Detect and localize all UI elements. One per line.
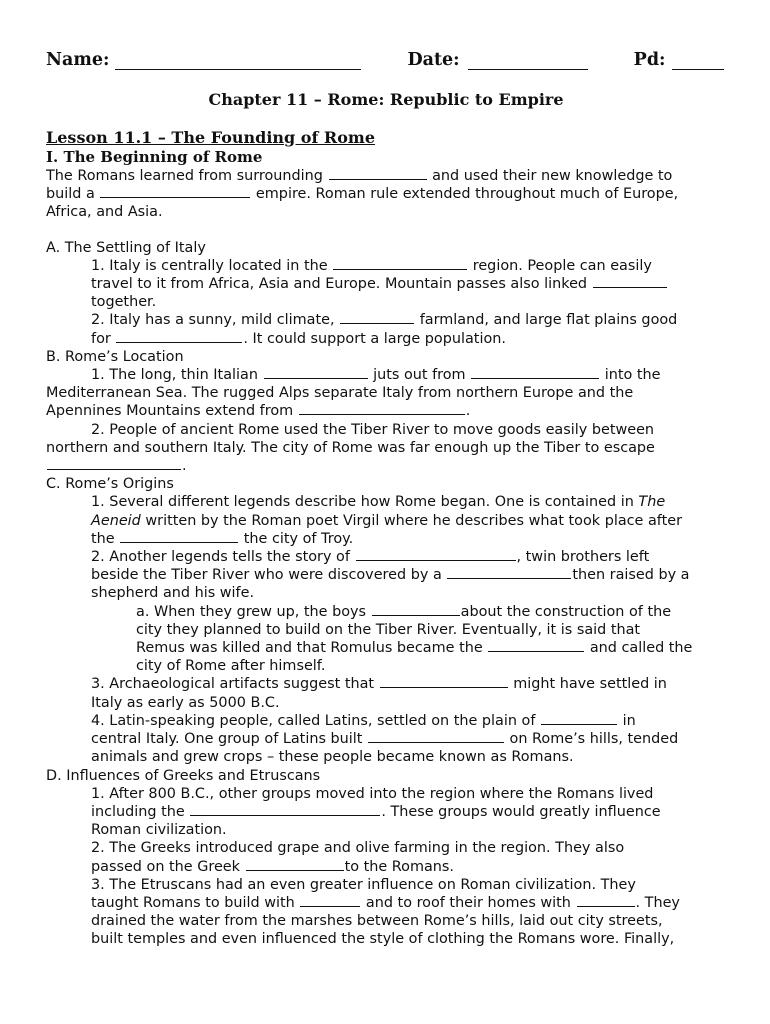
line [46, 512, 726, 530]
line [46, 185, 726, 203]
fill-blank[interactable] [100, 185, 250, 198]
text-segment: farmland, and large flat plains good [415, 312, 678, 329]
text-segment: 2. Another legends tells the story of [91, 549, 355, 566]
text-segment: . It could support a large population. [243, 330, 506, 347]
line: drained the water from the marshes between Rome’s hills, laid out city streets, [91, 913, 663, 930]
section-heading: I. The Beginning of Rome [46, 148, 263, 166]
date-blank[interactable] [468, 53, 588, 70]
fill-blank[interactable] [368, 730, 504, 743]
text-segment: travel to it from Africa, Asia and Europe. Mountain passes also linked [91, 276, 592, 293]
fill-blank[interactable] [116, 330, 242, 343]
line: Mediterranean Sea. The rugged Alps separate Italy from northern Europe and the [46, 385, 634, 402]
text-segment: Aeneid [91, 512, 141, 529]
fill-blank[interactable] [488, 639, 584, 652]
line [46, 803, 726, 821]
text-segment: for [91, 330, 116, 347]
text-segment: 4. Latin-speaking people, called Latins, settled on the plain of [91, 712, 540, 729]
line: built temples and even influenced the style of clothing the Romans wore. Finally, [91, 931, 675, 948]
line [46, 366, 726, 384]
text-segment: written by the Roman poet Virgil where he describes what took place after [140, 512, 683, 529]
fill-blank[interactable] [340, 311, 414, 324]
line [46, 457, 726, 475]
name-label: Name: [46, 50, 110, 70]
text-segment: The [638, 494, 666, 511]
subsection-heading: D. Influences of Greeks and Etruscans [46, 767, 321, 784]
line [46, 639, 726, 657]
text-segment: to the Romans. [344, 858, 454, 875]
text-segment: 1. Italy is centrally located in the [91, 257, 333, 274]
line: Italy as early as 5000 B.C. [91, 694, 280, 711]
date-field [407, 50, 587, 70]
line: 3. The Etruscans had an even greater influence on Roman civilization. They [91, 876, 636, 893]
fill-blank[interactable] [447, 566, 571, 579]
text-segment: . [182, 458, 187, 475]
line: city of Rome after himself. [136, 658, 326, 675]
text-segment: the city of Troy. [239, 530, 354, 547]
text-segment: including the [91, 803, 190, 820]
text-segment: 2. Italy has a sunny, mild climate, [91, 312, 340, 329]
text-segment: beside the Tiber River who were discovered by a [91, 567, 447, 584]
fill-blank[interactable] [329, 167, 427, 180]
line: 1. After 800 B.C., other groups moved into the region where the Romans lived [91, 785, 654, 802]
line [46, 402, 726, 420]
text-segment: might have settled in [508, 676, 667, 693]
fill-blank[interactable] [246, 858, 344, 871]
line [46, 548, 726, 566]
text-segment: the [91, 530, 120, 547]
text-segment: empire. Roman rule extended throughout much of Europe, [251, 186, 679, 203]
text-segment: passed on the Greek [91, 858, 245, 875]
line [46, 894, 726, 912]
name-field [46, 50, 361, 70]
line [46, 530, 726, 548]
fill-blank[interactable] [120, 530, 238, 543]
line [46, 603, 726, 621]
fill-blank[interactable] [593, 275, 667, 288]
period-blank[interactable] [672, 53, 724, 70]
worksheet-body [46, 167, 726, 949]
text-segment: central Italy. One group of Latins built [91, 731, 367, 748]
period-label: Pd: [633, 50, 666, 70]
fill-blank[interactable] [356, 548, 516, 561]
text-segment: . They [635, 894, 680, 911]
line [46, 493, 726, 511]
text-segment: a. When they grew up, the boys [136, 603, 371, 620]
fill-blank[interactable] [264, 366, 368, 379]
text-segment: 3. Archaeological artifacts suggest that [91, 676, 379, 693]
line [46, 858, 726, 876]
line: city they planned to build on the Tiber River. Eventually, it is said that [136, 621, 641, 638]
line [46, 275, 726, 293]
text-segment: then raised by a [572, 567, 690, 584]
text-segment: . [465, 403, 471, 420]
line [46, 330, 726, 348]
text-segment: . These groups would greatly influence [381, 803, 661, 820]
fill-blank[interactable] [380, 675, 508, 688]
line: Roman civilization. [91, 822, 227, 839]
line: northern and southern Italy. The city of Rome was far enough up the Tiber to escape [46, 439, 655, 456]
text-segment: The Romans learned from surrounding [46, 168, 328, 184]
fill-blank[interactable] [372, 603, 460, 616]
text-segment: into the [600, 367, 661, 384]
text-segment: Remus was killed and that Romulus became the [136, 640, 488, 657]
fill-blank[interactable] [299, 402, 465, 415]
worksheet-page [46, 44, 726, 949]
line: shepherd and his wife. [91, 585, 255, 602]
text-segment: and to roof their homes with [361, 894, 576, 911]
fill-blank[interactable] [471, 366, 599, 379]
lesson-heading: Lesson 11.1 – The Founding of Rome [46, 128, 375, 147]
line [46, 167, 726, 185]
text-segment: about the construction of the [460, 603, 672, 620]
text-segment: and called the [585, 640, 693, 657]
line [46, 566, 726, 584]
subsection-heading: B. Rome’s Location [46, 348, 184, 365]
line: Africa, and Asia. [46, 204, 163, 221]
line [46, 675, 726, 693]
fill-blank[interactable] [541, 712, 617, 725]
period-field [634, 50, 724, 70]
text-segment: juts out from [368, 367, 471, 384]
fill-blank[interactable] [333, 257, 467, 270]
text-segment: taught Romans to build with [91, 894, 300, 911]
text-segment: on Rome’s hills, tended [504, 731, 679, 748]
text-segment: region. People can easily [468, 257, 652, 274]
line [46, 311, 726, 329]
line: 2. People of ancient Rome used the Tiber River to move goods easily between [91, 421, 655, 438]
subsection-heading: A. The Settling of Italy [46, 239, 206, 256]
line: 2. The Greeks introduced grape and olive farming in the region. They also [91, 840, 625, 857]
line: together. [91, 294, 157, 311]
subsection-heading: C. Rome’s Origins [46, 476, 174, 493]
line: animals and grew crops – these people became known as Romans. [91, 749, 574, 766]
text-segment: in [618, 712, 636, 729]
fill-blank[interactable] [47, 457, 181, 470]
text-segment: Apennines Mountains extend from [46, 403, 298, 420]
line [46, 730, 726, 748]
date-label: Date: [407, 50, 460, 70]
name-blank[interactable] [115, 53, 361, 70]
text-segment: build a [46, 186, 100, 203]
chapter-title: Chapter 11 – Rome: Republic to Empire [208, 90, 564, 109]
text-segment: and used their new knowledge to [427, 168, 673, 184]
header-row [46, 44, 726, 70]
fill-blank[interactable] [300, 894, 360, 907]
line [46, 712, 726, 730]
fill-blank[interactable] [577, 894, 635, 907]
line [46, 257, 726, 275]
text-segment: 1. The long, thin Italian [91, 367, 263, 384]
text-segment: , twin brothers left [516, 549, 650, 566]
text-segment: 1. Several different legends describe how Rome began. One is contained in [91, 494, 639, 511]
fill-blank[interactable] [190, 803, 380, 816]
